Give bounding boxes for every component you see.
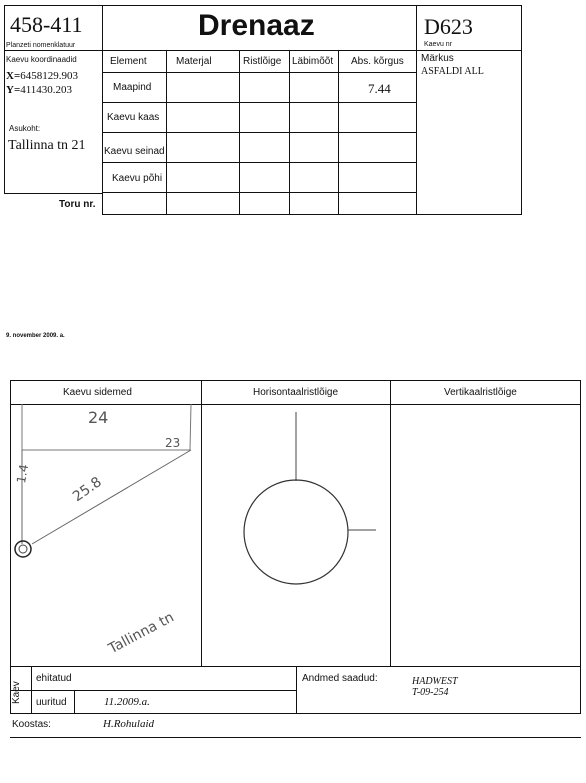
koostas-label: Koostas: [12,719,51,730]
andmed-label: Andmed saadud: [302,673,378,684]
ehitatud-label: ehitatud [36,673,72,684]
col-horisontaal: Horisontaalristlõige [253,387,339,398]
well-marker [15,541,31,557]
row-maapind-label: Maapind [113,82,152,93]
kaev-label: Kaev [11,681,22,704]
tie-line-diagonal [32,450,191,544]
header-labimoot: Läbimõõt [292,56,334,67]
plan-number: 458-411 [10,12,83,37]
andmed-value-2: T-09-254 [412,687,449,698]
page-title: Drenaaz [198,9,315,42]
hand-label-14: 1.4 [14,463,32,485]
andmed-value-1: HADWEST [412,676,458,687]
horizontal-section-drawing [201,404,390,666]
x-value: 6458129.903 [20,70,78,82]
remarks-label: Märkus [421,53,454,64]
hand-label-street: Tallinna tn [106,609,177,658]
coordinate-y [6,84,72,96]
well-id: D623 [424,14,473,39]
hand-label-24: 24 [88,408,109,427]
location-label: Asukoht: [9,124,41,133]
date-line: 9. november 2009. a. [6,333,65,339]
hand-label-23: 23 [165,436,181,450]
uuritud-label: uuritud [36,697,67,708]
x-prefix: X= [6,70,21,82]
well-id-label: Kaevu nr [424,41,453,48]
col-kaevu-sidemed: Kaevu sidemed [63,387,132,398]
coordinate-x [6,70,78,82]
well-circle [244,480,348,584]
row-pohi-label: Kaevu põhi [112,173,163,184]
coordinates-label: Kaevu koordinaadid [6,55,77,64]
col-vertikaal: Vertikaalristlõige [444,387,517,398]
row-maapind-abs: 7.44 [368,81,391,96]
row-seinad-label: Kaevu seinad [104,146,165,157]
toru-label: Toru nr. [59,199,96,210]
y-prefix: Y= [6,84,21,96]
hand-label-258: 25.8 [70,474,105,506]
koostas-value: H.Rohulaid [103,718,155,730]
header-ristloige: Ristlõige [243,56,282,67]
row-kaas-label: Kaevu kaas [107,112,160,123]
header-materjal: Materjal [176,56,212,67]
header-element: Element [110,56,147,67]
header-abs-korgus: Abs. kõrgus [351,56,404,67]
location-value: Tallinna tn 21 [8,138,86,153]
y-value: 411430.203 [20,84,73,96]
remarks-value: ASFALDI ALL [421,66,484,77]
plan-number-label: Planzeti nomenklatuur [6,42,76,49]
uuritud-value: 11.2009.a. [104,696,150,708]
